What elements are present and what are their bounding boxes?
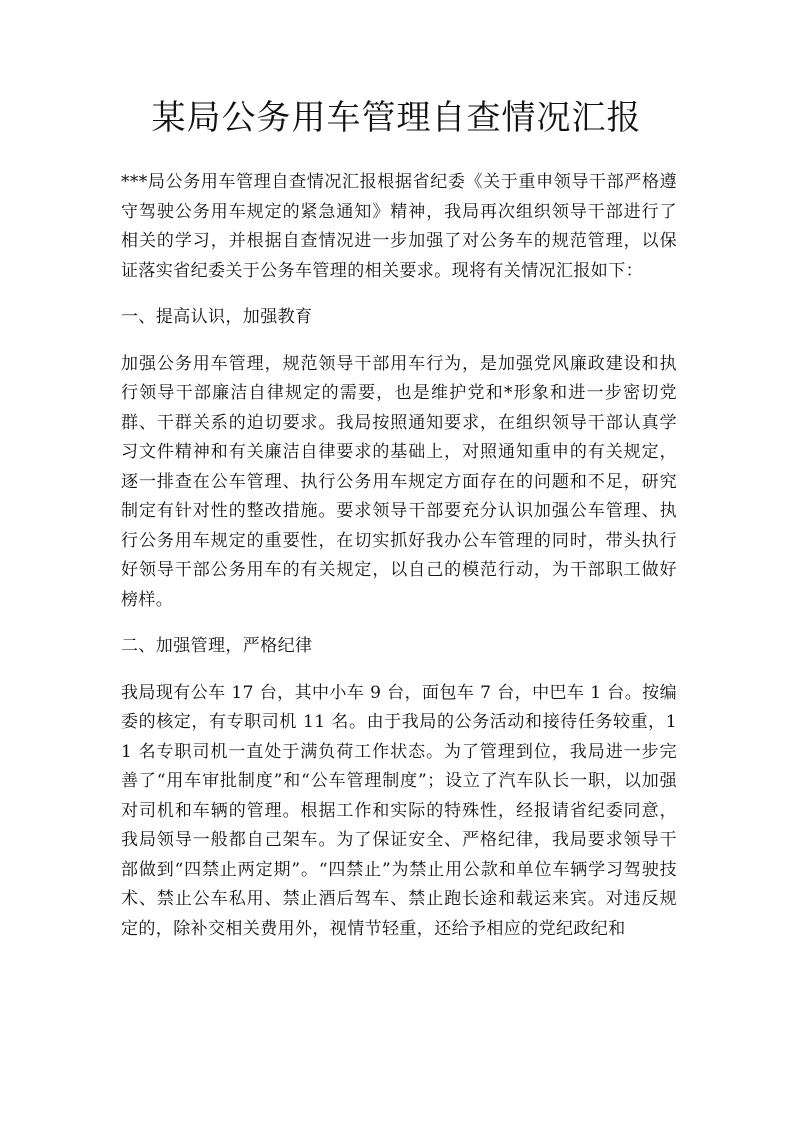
section-heading-1: 一、提高认识，加强教育	[121, 307, 313, 327]
section-body-1: 加强公务用车管理，规范领导干部用车行为，是加强党风廉政建设和执行领导干部廉洁自律规定的需要，也是维护党和*形象和进一步密切党群、干群关系的迫切要求。我局按照通知要求，在组织领导干部认真学习文件精神和有关廉洁自律要求的基础上，对照通知重申的有关规定，逐一排查在公车管理、执行公务用车规定方面存在的问题和不足，研究制定有针对性的整改措施。要求领导干部要充分认识加强公车管理、执行公务用车规定的重要性，在切实抓好我办公车管理的同时，带头执行好领导干部公务用车的有关规定，以自己的模范行动，为干部职工做好榜样。	[121, 353, 677, 610]
section-body-2: 我局现有公车 17 台，其中小车 9 台，面包车 7 台，中巴车 1 台。按编委的核定，有专职司机 11 名。由于我局的公务活动和接待任务较重，11 名专职司机一直处于满负荷工作状态。为了管理到位，我局进一步完善了“用车审批制度”和“公车管理制度”；设立了汽车队长一职，以加强对司机和车辆的管理。根据工作和实际的特殊性，经报请省纪委同意，我局领导一般都自己架车。为了保证安全、严格纪律，我局要求领导干部做到“四禁止两定期”。“四禁止”为禁止用公款和单位车辆学习驾驶技术、禁止公车私用、禁止酒后驾车、禁止跑长途和载运来宾。对违反规定的，除补交相关费用外，视情节轻重，还给予相应的党纪政纪和	[121, 682, 677, 939]
section-heading-2: 二、加强管理，严格纪律	[121, 636, 313, 656]
document-title: 某局公务用车管理自查情况汇报	[151, 98, 642, 138]
document-body	[121, 168, 677, 944]
intro-paragraph: ***局公务用车管理自查情况汇报根据省纪委《关于重申领导干部严格遵守驾驶公务用车规定的紧急通知》精神，我局再次组织领导干部进行了相关的学习，并根据自查情况进一步加强了对公务车的规范管理，以保证落实省纪委关于公务车管理的相关要求。现将有关情况汇报如下：	[121, 172, 677, 281]
